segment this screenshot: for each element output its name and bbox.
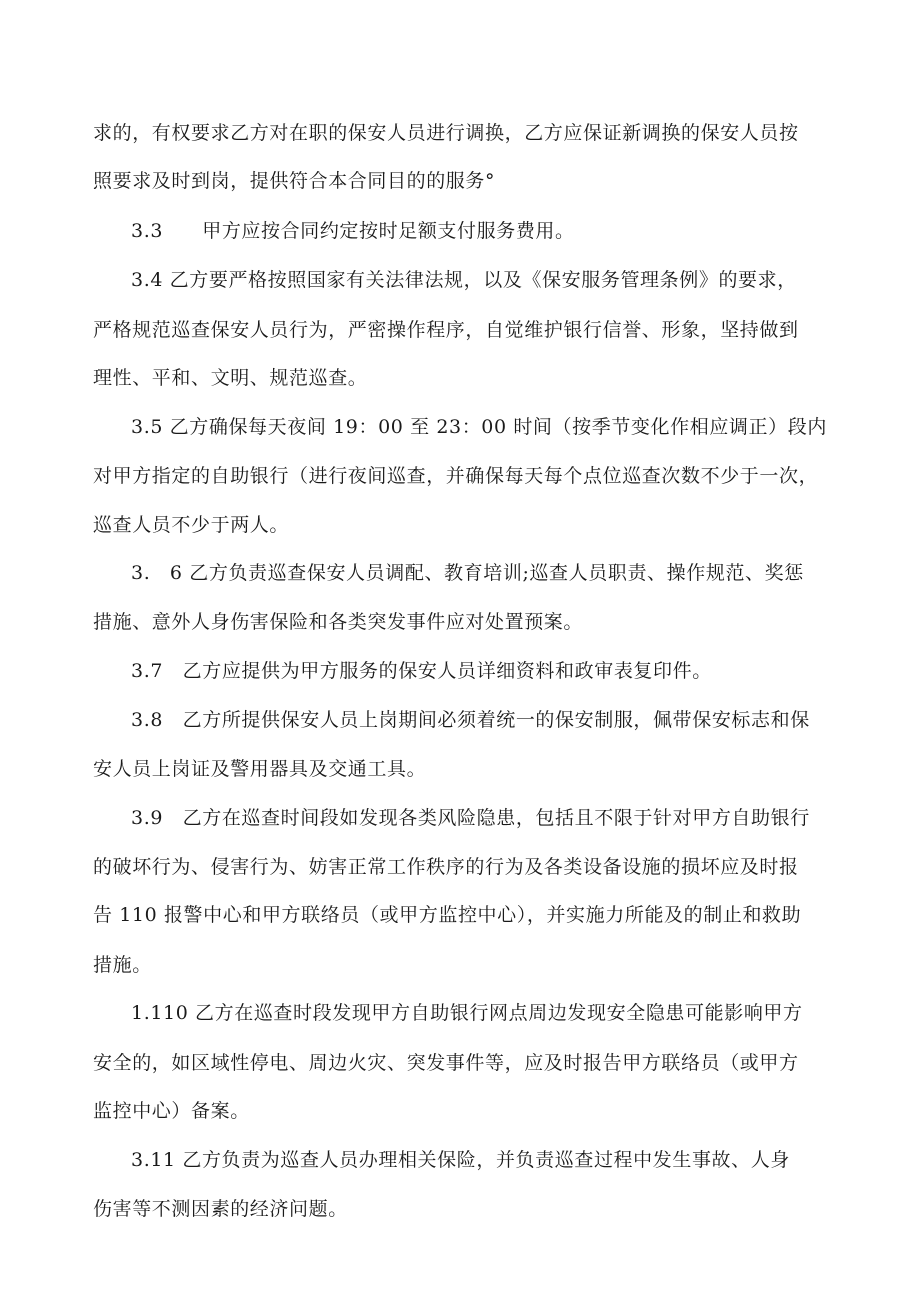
clause-3-6: 3. 6 乙方负责巡查保安人员调配、教育培训;巡查人员职责、操作规范、奖惩 [131,562,804,584]
text-line: 监控中心）备案。 [93,1100,250,1122]
text-line: 照要求及时到岗，提供符合本合同目的的服务° [93,170,496,192]
text-line: 理性、平和、文明、规范巡查。 [93,367,368,389]
clause-3-9: 3.9 乙方在巡查时间段如发现各类风险隐患，包括且不限于针对甲方自助银行 [131,807,810,829]
text-line: 的破坏行为、侵害行为、妨害正常工作秩序的行为及各类设备设施的损坏应及时报 [93,856,799,878]
text-line: 巡查人员不少于两人。 [93,514,290,536]
text-line: 措施、意外人身伤害保险和各类突发事件应对处置预案。 [93,611,584,633]
text-line: 安人员上岗证及警用器具及交通工具。 [93,758,427,780]
text-line: 求的，有权要求乙方对在职的保安人员进行调换，乙方应保证新调换的保安人员按 [93,122,799,144]
text-line: 安全的，如区域性停电、周边火灾、突发事件等，应及时报告甲方联络员（或甲方 [93,1052,799,1074]
clause-3-3: 3.3 甲方应按合同约定按时足额支付服务费用。 [131,220,575,242]
clause-3-4: 3.4 乙方要严格按照国家有关法律法规，以及《保安服务管理条例》的要求， [131,269,797,291]
text-line: 伤害等不测因素的经济问题。 [93,1198,348,1220]
clause-3-11: 3.11 乙方负责为巡查人员办理相关保险，并负责巡查过程中发生事故、人身 [131,1149,790,1171]
text-line: 措施。 [93,954,152,976]
clause-3-5: 3.5 乙方确保每天夜间 19：00 至 23：00 时间（按季节变化作相应调正）段内 [131,416,827,438]
clause-3-7: 3.7 乙方应提供为甲方服务的保安人员详细资料和政审表复印件。 [131,660,712,682]
text-line: 对甲方指定的自助银行（进行夜间巡查，并确保每天每个点位巡查次数不少于一次， [93,465,819,487]
clause-1-110: 1.110 乙方在巡查时段发现甲方自助银行网点周边发现安全隐患可能影响甲方 [131,1002,803,1024]
text-line: 严格规范巡查保安人员行为，严密操作程序，自觉维护银行信誉、形象，坚持做到 [93,319,799,341]
clause-3-8: 3.8 乙方所提供保安人员上岗期间必须着统一的保安制服，佩带保安标志和保 [131,709,810,731]
text-line: 告 110 报警中心和甲方联络员（或甲方监控中心），并实施力所能及的制止和救助 [93,904,802,926]
